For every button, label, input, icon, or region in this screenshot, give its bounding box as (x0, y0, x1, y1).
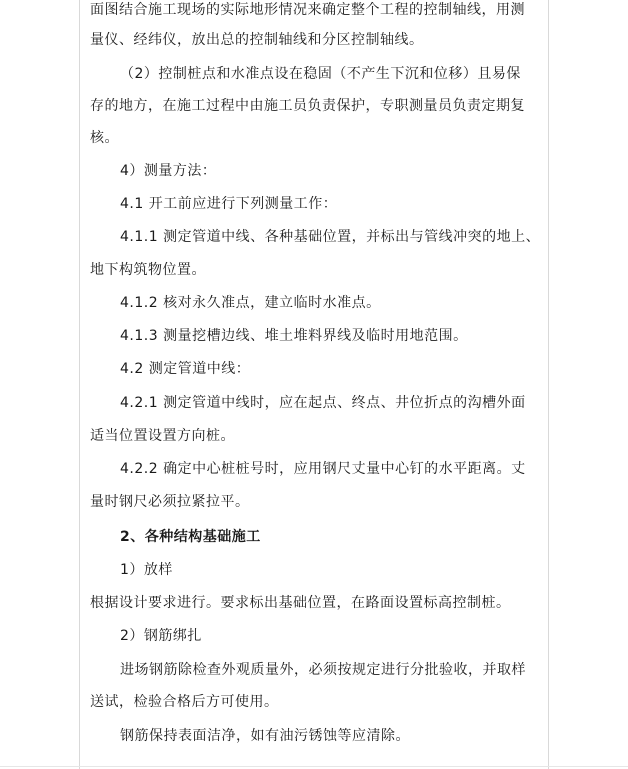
text-line: 地下构筑物位置。 (90, 262, 206, 278)
text-line: 钢筋保持表面洁净，如有油污锈蚀等应清除。 (120, 728, 410, 744)
text-line: 送试，检验合格后方可使用。 (90, 694, 279, 710)
text-line: 适当位置设置方向桩。 (90, 428, 235, 444)
text-line: 面图结合施工现场的实际地形情况来确定整个工程的控制轴线，用测 (90, 2, 525, 18)
text-line: 4.2.2 确定中心桩桩号时，应用钢尺丈量中心钉的水平距离。丈 (120, 461, 526, 477)
text-line: 4.2 测定管道中线： (120, 361, 251, 377)
left-margin-guide (79, 0, 80, 769)
subsection-heading: 2）钢筋绑扎 (120, 628, 202, 644)
text-line: 4.1.2 核对永久准点，建立临时水准点。 (120, 295, 381, 311)
text-line: 4.2.1 测定管道中线时，应在起点、终点、井位折点的沟槽外面 (120, 395, 526, 411)
section-heading: 2、各种结构基础施工 (120, 529, 261, 545)
text-line: 量时钢尺必须拉紧拉平。 (90, 494, 250, 510)
page-bottom-edge (0, 766, 628, 767)
right-margin-guide (548, 0, 549, 769)
text-line: 根据设计要求进行。要求标出基础位置，在路面设置标高控制桩。 (90, 595, 511, 611)
text-line: 4.1 开工前应进行下列测量工作： (120, 196, 338, 212)
text-line: （2）控制桩点和水准点设在稳固（不产生下沉和位移）且易保 (120, 66, 521, 82)
text-line: 4.1.3 测量挖槽边线、堆土堆料界线及临时用地范围。 (120, 328, 468, 344)
section-heading: 4）测量方法： (120, 163, 217, 179)
subsection-heading: 1）放样 (120, 562, 173, 578)
text-line: 4.1.1 测定管道中线、各种基础位置，并标出与管线冲突的地上、 (120, 229, 541, 245)
text-line: 存的地方，在施工过程中由施工员负责保护，专职测量员负责定期复 (90, 98, 525, 114)
text-line: 核。 (90, 130, 119, 146)
text-line: 量仪、经纬仪，放出总的控制轴线和分区控制轴线。 (90, 32, 424, 48)
text-line: 进场钢筋除检查外观质量外，必须按规定进行分批验收，并取样 (120, 662, 526, 678)
